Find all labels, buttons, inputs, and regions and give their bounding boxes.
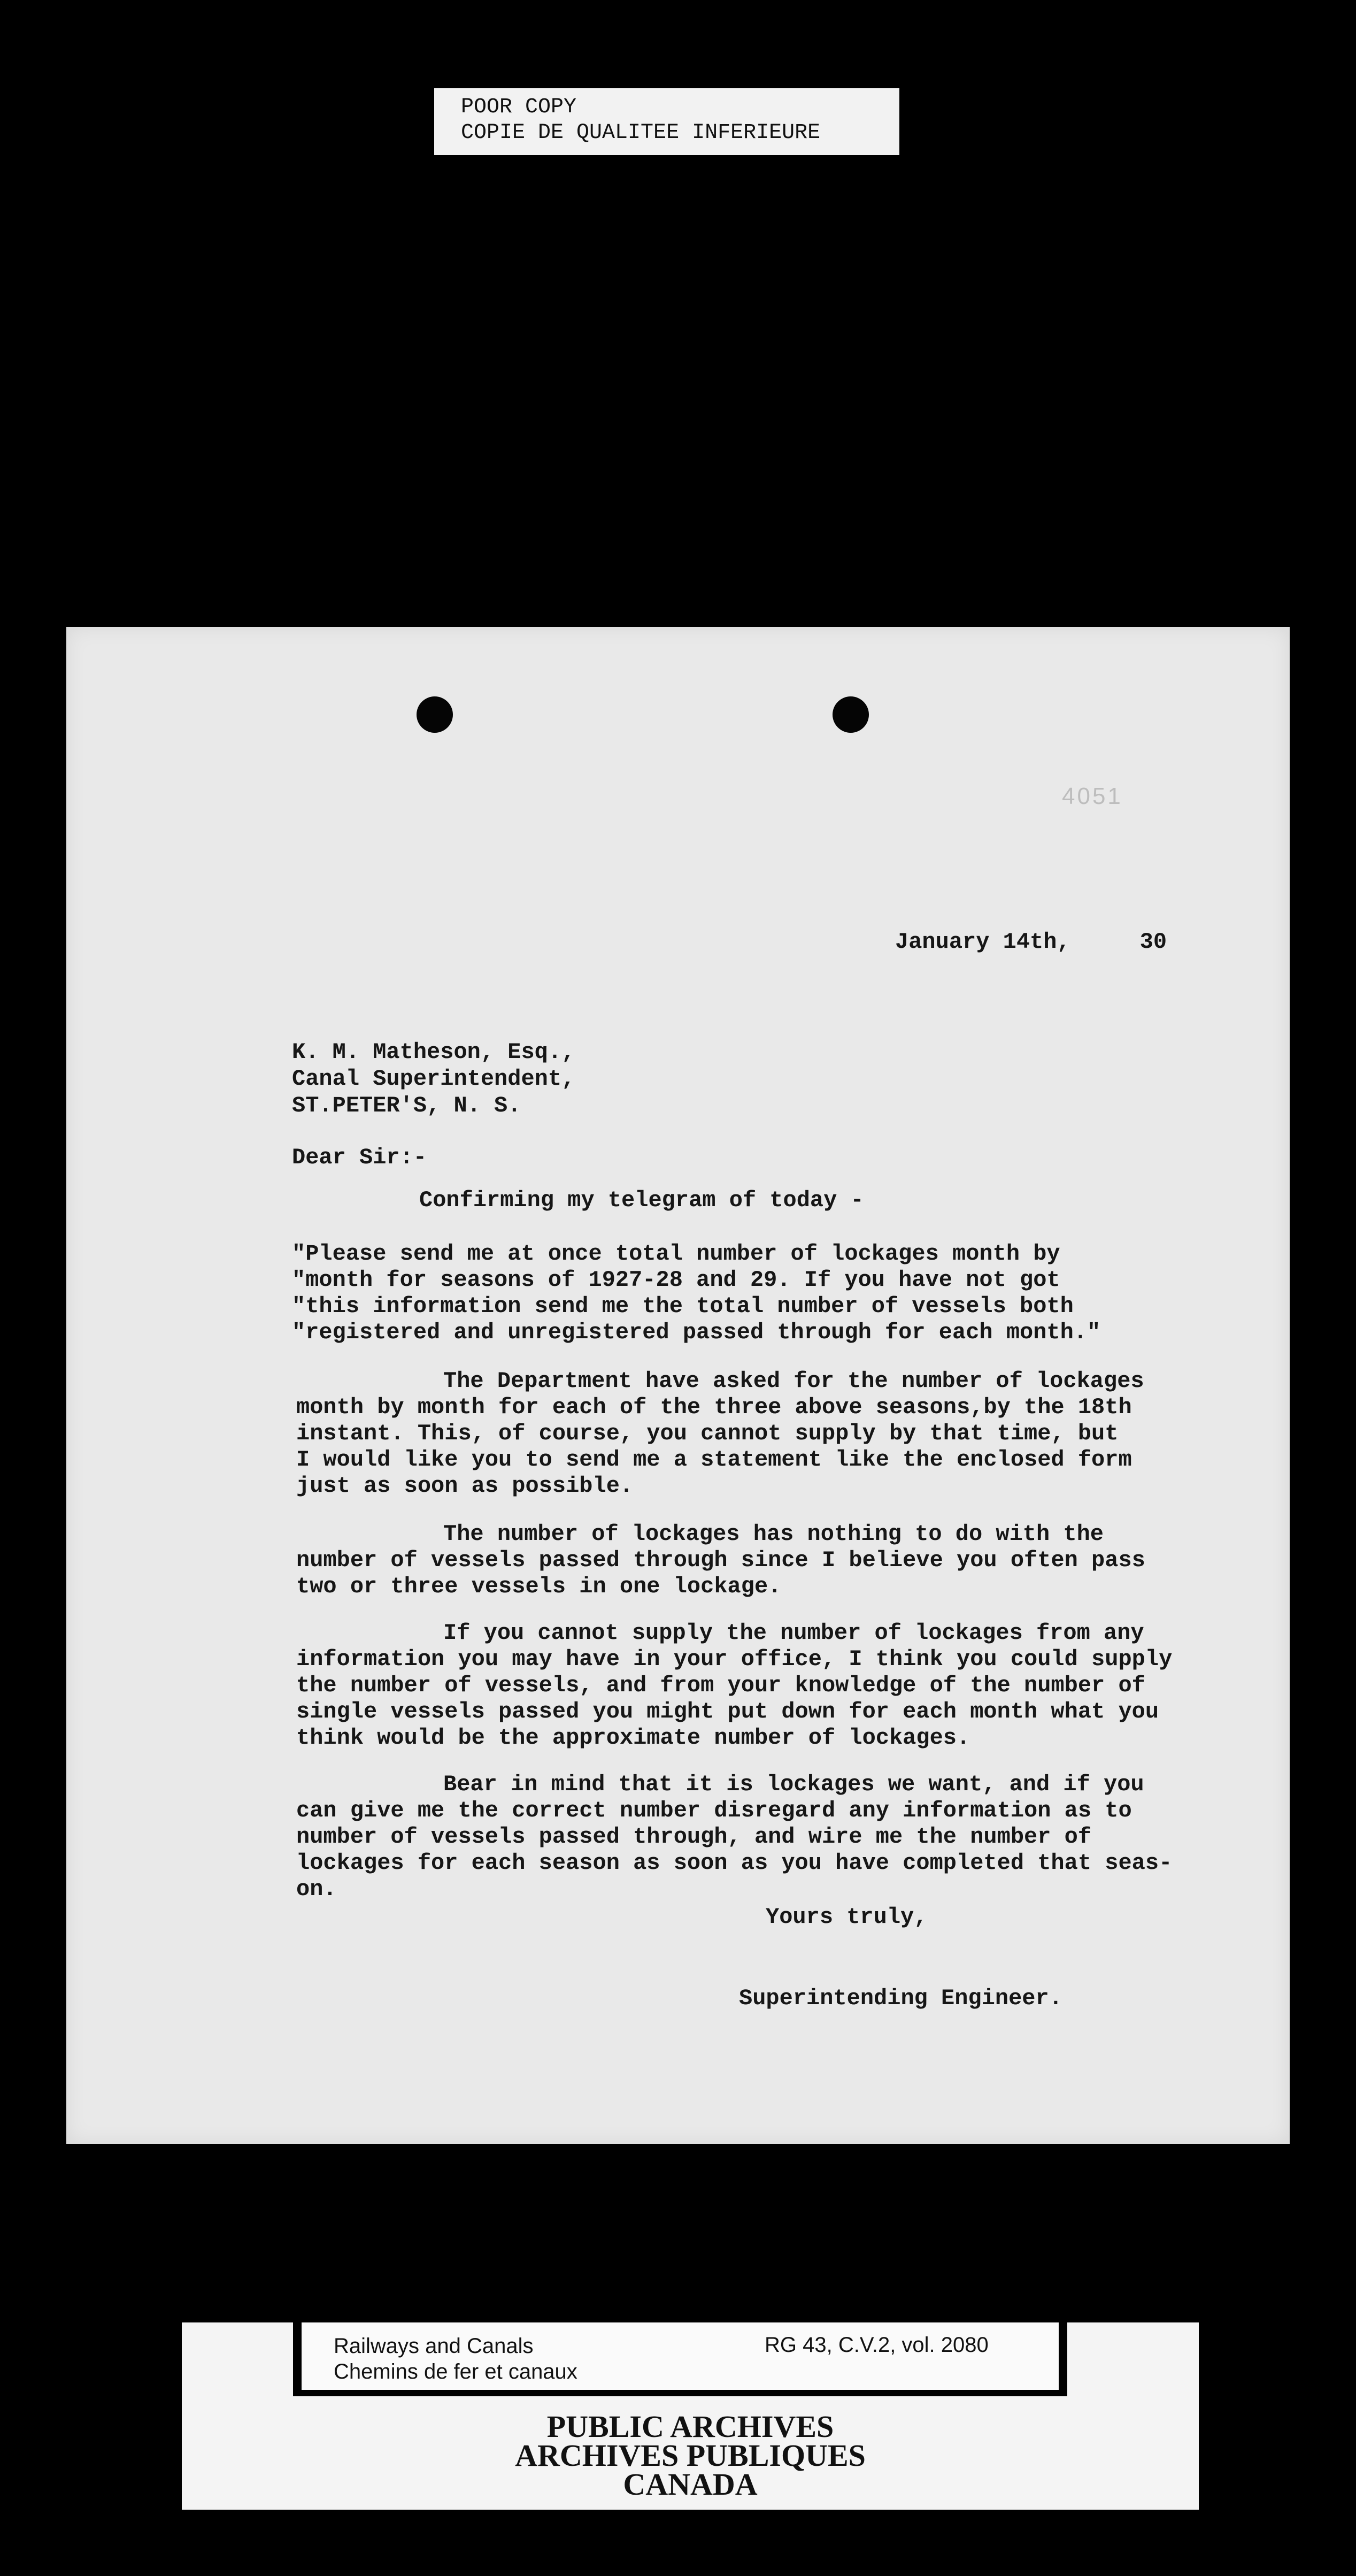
body-paragraph-2 xyxy=(296,1521,1145,1600)
paragraph-line: single vessels passed you might put down for each month what you xyxy=(296,1699,1159,1724)
body-paragraph-4 xyxy=(296,1772,1172,1903)
paragraph-line: Bear in mind that it is lockages we want, and if you xyxy=(443,1772,1144,1797)
reference-bar xyxy=(293,2322,1067,2396)
department-en: Railways and Canals xyxy=(334,2334,534,2358)
paragraph-line: month by month for each of the three above seasons,by the 18th xyxy=(296,1394,1132,1420)
signature: Superintending Engineer. xyxy=(739,1985,1062,2011)
department-fr: Chemins de fer et canaux xyxy=(334,2360,577,2383)
paragraph-line: number of vessels passed through, and wire me the number of xyxy=(296,1824,1092,1850)
paragraph-line: If you cannot supply the number of lockages from any xyxy=(443,1620,1144,1646)
archives-title-line: CANADA xyxy=(623,2467,758,2502)
telegram-line: "registered and unregistered passed through for each month." xyxy=(292,1320,1101,1345)
letter-page xyxy=(66,627,1290,2144)
date-text: January 14th, xyxy=(895,929,1070,955)
paragraph-line: instant. This, of course, you cannot supply by that time, but xyxy=(296,1421,1119,1446)
punch-hole-right xyxy=(833,696,869,733)
paragraph-line: information you may have in your office, I think you could supply xyxy=(296,1646,1173,1672)
paragraph-line: The Department have asked for the number of lockages xyxy=(443,1368,1144,1394)
paragraph-line: I would like you to send me a statement like the enclosed form xyxy=(296,1447,1132,1473)
date-year: 30 xyxy=(1139,929,1167,955)
addressee-place: ST.PETER'S, N. S. xyxy=(292,1093,521,1118)
closing: Yours truly, xyxy=(766,1904,928,1930)
paragraph-line: the number of vessels, and from your knowledge of the number of xyxy=(296,1673,1145,1698)
paragraph-line: on. xyxy=(296,1876,337,1902)
telegram-line: "month for seasons of 1927-28 and 29. If you have not got xyxy=(292,1267,1060,1293)
telegram-line: "Please send me at once total number of lockages month by xyxy=(292,1241,1060,1267)
archive-reference: RG 43, C.V.2, vol. 2080 xyxy=(765,2333,989,2357)
archive-card xyxy=(182,2322,1199,2510)
addressee-block xyxy=(292,1039,575,1119)
telegram-quote xyxy=(292,1241,1100,1346)
archives-title xyxy=(182,2409,1199,2502)
file-stamp-number: 4051 xyxy=(1062,783,1123,809)
department-block xyxy=(334,2333,577,2385)
letter-date xyxy=(895,929,1167,955)
body-paragraph-1 xyxy=(296,1368,1144,1499)
paragraph-line: two or three vessels in one lockage. xyxy=(296,1574,782,1599)
poor-copy-label xyxy=(434,88,899,155)
paragraph-line: just as soon as possible. xyxy=(296,1473,634,1499)
addressee-name: K. M. Matheson, Esq., xyxy=(292,1039,575,1065)
paragraph-line: number of vessels passed through since I believe you often pass xyxy=(296,1547,1145,1573)
addressee-title: Canal Superintendent, xyxy=(292,1066,575,1092)
archives-title-line: PUBLIC ARCHIVES xyxy=(546,2409,834,2444)
intro-line: Confirming my telegram of today - xyxy=(419,1187,864,1213)
poor-copy-line-fr: COPIE DE QUALITEE INFERIEURE xyxy=(461,121,821,145)
salutation: Dear Sir:- xyxy=(292,1145,427,1170)
paragraph-line: can give me the correct number disregard any information as to xyxy=(296,1798,1132,1823)
telegram-line: "this information send me the total number of vessels both xyxy=(292,1293,1074,1319)
paragraph-line: lockages for each season as soon as you have completed that seas- xyxy=(296,1850,1173,1876)
body-paragraph-3 xyxy=(296,1620,1172,1751)
poor-copy-line-en: POOR COPY xyxy=(461,95,577,119)
paragraph-line: think would be the approximate number of lockages. xyxy=(296,1725,970,1751)
punch-hole-left xyxy=(417,696,453,733)
paragraph-line: The number of lockages has nothing to do with the xyxy=(443,1521,1104,1547)
archives-title-line: ARCHIVES PUBLIQUES xyxy=(515,2438,866,2473)
